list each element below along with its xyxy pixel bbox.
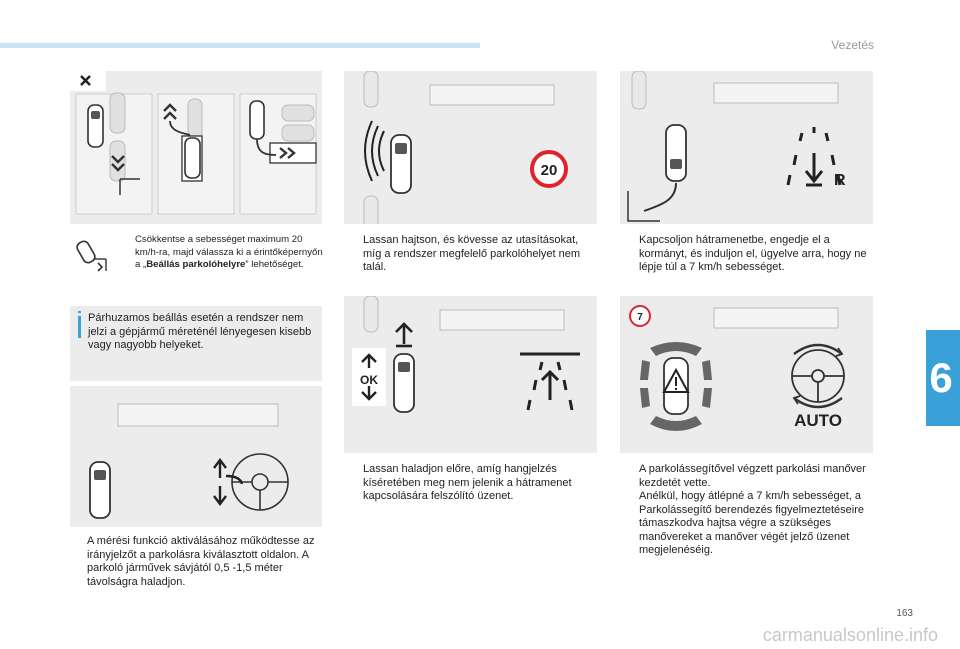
- reverse-guide-icon: [520, 354, 580, 410]
- illustration-parking-types: [70, 71, 322, 224]
- speed-limit-value: 20: [540, 162, 558, 179]
- sensor-waves-icon: [365, 121, 384, 181]
- steering-wheel-icon: [792, 345, 844, 407]
- step-6-line-1: A parkolássegítővel végzett parkolási manőver kezdetét vette.: [639, 463, 866, 489]
- parking-assist-icon: [70, 237, 110, 273]
- car-icon: [391, 135, 411, 193]
- section-title: Vezetés: [831, 38, 874, 52]
- step-6-line-2: Anélkül, hogy átlépné a 7 km/h sebességet, a Parkolássegítő berendezés figyelmeztetéseire támaszkodva hajtsa végre a szükséges manővereket a manőver végét jelző üzenet megjelenéséig.: [639, 490, 865, 556]
- illustration-activation: [70, 386, 322, 527]
- bullet-step-4: A mérési funkció aktiválásához működtesse az irányjelzőt a parkolásra kiválasztott oldalon. A parkoló járművek sávjától 0,5 -1,5 méter távolságra haladjon.: [87, 535, 315, 588]
- info-note: [70, 306, 322, 381]
- illustration-space-found: [344, 296, 597, 453]
- info-note-text: Párhuzamos beállás esetén a rendszer nem jelzi a gépjármű méreténél lényegesen kisebb vagy nagyobb helyeket.: [88, 312, 312, 351]
- reverse-guide-icon: [788, 127, 840, 185]
- bullet-step-6: [622, 463, 878, 558]
- info-icon: [78, 311, 81, 313]
- illustration-auto-manoeuvre: [620, 296, 873, 453]
- illustration-space-search: [344, 71, 597, 224]
- bullet-step-5: Lassan haladjon előre, amíg hangjelzés kíséretében meg nem jelenik a hátramenet kapcsolására felszólító üzenet.: [363, 463, 572, 502]
- illustration-reverse: [620, 71, 873, 224]
- car-icon: [394, 354, 414, 412]
- page-number: 163: [896, 608, 913, 619]
- gear-r-label: R: [834, 172, 846, 189]
- watermark: carmanualsonline.info: [762, 625, 938, 645]
- car-icon: [666, 125, 686, 181]
- step-badge: 7: [637, 312, 643, 323]
- bullet-step-1: Csökkentse a sebességet maximum 20 km/h-ra, majd válassza ki a érintőképernyőn a „Beállás parkolóhelyre” lehetőséget.: [135, 234, 323, 270]
- auto-label: AUTO: [794, 411, 842, 430]
- bullet-step-3: Kapcsoljon hátramenetbe, engedje el a kormányt, és induljon el, ügyelve arra, hogy ne lépje túl a 7 km/h sebességet.: [639, 234, 867, 273]
- ok-label: OK: [360, 373, 378, 387]
- car-icon: [90, 462, 110, 518]
- speed-limit-sign: [532, 152, 566, 186]
- chapter-tab: 6: [926, 330, 960, 426]
- forward-arrow-icon: [396, 324, 412, 346]
- header-bar: [0, 43, 480, 48]
- bullet-step-2: Lassan hajtson, és kövesse az utasításokat, míg a rendszer megfelelő parkolóhelyet nem talál.: [363, 234, 581, 273]
